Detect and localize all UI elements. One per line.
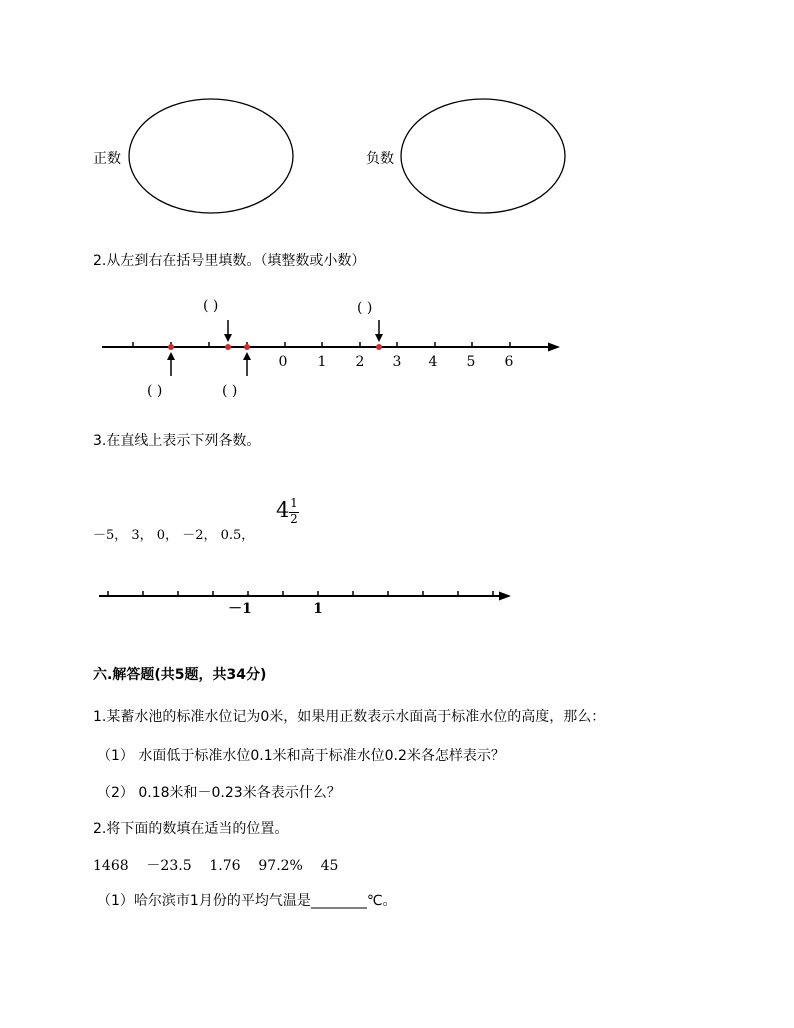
problem-2-text: 2.将下面的数填在适当的位置。 bbox=[93, 821, 289, 837]
bracket-bottom-1[interactable]: ( ) bbox=[147, 383, 163, 399]
section-6-title: 六.解答题(共5题，共34分) bbox=[93, 667, 267, 683]
problem-2-part-1 bbox=[97, 890, 397, 910]
mixed-number-whole: 4 bbox=[276, 498, 290, 522]
tick-label-4: 4 bbox=[428, 354, 438, 370]
tick-label-1: 1 bbox=[317, 354, 327, 370]
down-arrow-icon-2-head bbox=[375, 334, 383, 342]
bracket-top-2[interactable]: ( ) bbox=[357, 300, 373, 316]
point-c bbox=[244, 344, 250, 350]
tick-label-3: 3 bbox=[392, 354, 402, 370]
q3-arrowhead bbox=[499, 592, 511, 601]
bracket-bottom-2[interactable]: ( ) bbox=[222, 383, 238, 399]
problem-2-numbers: 1468 －23.5 1.76 97.2% 45 bbox=[93, 858, 339, 874]
mixed-number-denominator: 2 bbox=[290, 512, 298, 526]
negative-label: 负数 bbox=[366, 151, 394, 167]
point-b bbox=[225, 344, 231, 350]
problem-2-part-1-suffix: ℃。 bbox=[366, 893, 397, 909]
point-a bbox=[168, 344, 174, 350]
problem-2-part-1-prefix: （1）哈尔滨市1月份的平均气温是 bbox=[97, 893, 311, 909]
answer-blank[interactable]: ________ bbox=[310, 893, 367, 909]
tick-label-5: 5 bbox=[466, 354, 476, 370]
problem-1-part-2: （2） 0.18米和－0.23米各表示什么？ bbox=[97, 785, 341, 801]
number-line-tick-labels bbox=[279, 354, 514, 370]
up-arrow-icon-2-head bbox=[243, 352, 251, 360]
down-arrow-icon-1-head bbox=[224, 334, 232, 342]
number-line-q2 bbox=[0, 0, 794, 420]
number-line-arrowhead bbox=[548, 343, 560, 352]
mixed-number-numerator: 1 bbox=[290, 496, 298, 510]
tick-label-6: 6 bbox=[504, 354, 514, 370]
question-2-text: 2.从左到右在括号里填数。（填整数或小数） bbox=[93, 253, 366, 269]
up-arrow-icon-1-head bbox=[167, 352, 175, 360]
number-line-q3[interactable] bbox=[0, 570, 794, 620]
point-d bbox=[376, 344, 382, 350]
problem-1-part-1: （1） 水面低于标准水位0.1米和高于标准水位0.2米各怎样表示？ bbox=[97, 748, 505, 764]
q3-number-list: －5， 3， 0， －2， 0.5， bbox=[93, 528, 255, 543]
positive-label: 正数 bbox=[93, 151, 121, 167]
question-3-text: 3.在直线上表示下列各数。 bbox=[93, 433, 261, 449]
tick-label-2: 2 bbox=[355, 354, 365, 370]
problem-1-text: 1.某蓄水池的标准水位记为0米，如果用正数表示水面高于标准水位的高度，那么： bbox=[93, 709, 606, 725]
q3-label-neg1: －1 bbox=[228, 601, 252, 617]
q3-label-1: 1 bbox=[313, 601, 323, 617]
bracket-top-1[interactable]: ( ) bbox=[203, 298, 219, 314]
tick-label-0: 0 bbox=[278, 354, 288, 370]
